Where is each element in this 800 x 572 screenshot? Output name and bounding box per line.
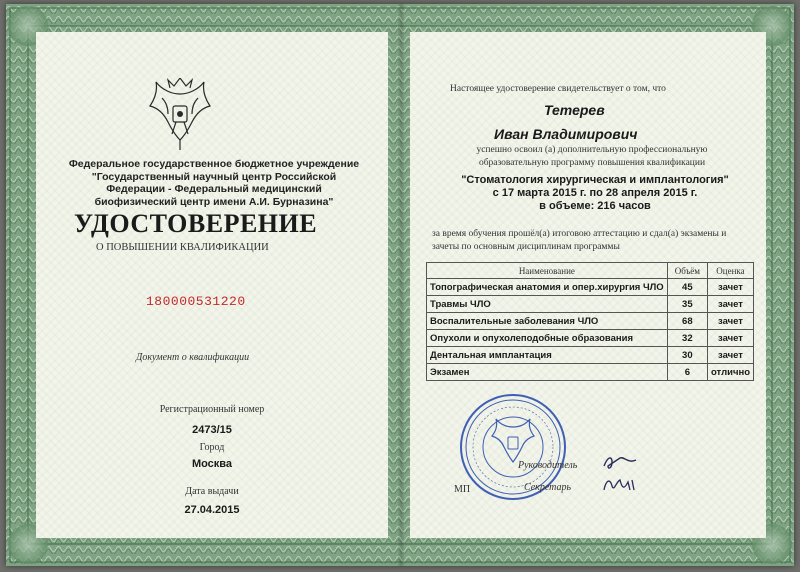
- subject-grade: зачет: [707, 296, 753, 313]
- secretary-signature-icon: [600, 472, 640, 496]
- head-signature-label: Руководитель: [518, 460, 578, 471]
- subject-hours: 32: [667, 330, 707, 347]
- intro-text: Настоящее удостоверение свидетельствует о том, что: [450, 84, 666, 94]
- table-row: [427, 313, 754, 330]
- right-page: [410, 32, 766, 538]
- subject-hours: 30: [667, 347, 707, 364]
- table-row: [427, 330, 754, 347]
- center-fold: [398, 4, 404, 566]
- table-row: [427, 296, 754, 313]
- issue-date-label: Дата выдачи: [185, 486, 239, 497]
- subject-grade: зачет: [707, 313, 753, 330]
- seal-place-mark: МП: [454, 484, 471, 495]
- subject-name: Воспалительные заболевания ЧЛО: [427, 313, 668, 330]
- city-label: Город: [199, 442, 225, 453]
- table-row: [427, 279, 754, 296]
- completion-text: успешно освоил (а) дополнительную профессиональную образовательную программу повышения квалификации: [476, 145, 708, 168]
- subject-grade: отлично: [707, 364, 753, 381]
- document-title: УДОСТОВЕРЕНИЕ: [74, 209, 318, 238]
- table-row: [427, 364, 754, 381]
- header-volume: Объём: [667, 263, 707, 279]
- subject-name: Дентальная имплантация: [427, 347, 668, 364]
- certificate-spread: [6, 4, 794, 566]
- subjects-table: [426, 262, 754, 381]
- holder-surname: Тетерев: [544, 102, 605, 118]
- subject-hours: 45: [667, 279, 707, 296]
- subject-hours: 35: [667, 296, 707, 313]
- subject-hours: 68: [667, 313, 707, 330]
- table-header-row: [427, 263, 754, 279]
- header-grade: Оценка: [707, 263, 753, 279]
- secretary-signature-label: Секретарь: [524, 482, 572, 493]
- subject-name: Травмы ЧЛО: [427, 296, 668, 313]
- course-dates: с 17 марта 2015 г. по 28 апреля 2015 г.: [492, 187, 698, 199]
- course-title: "Стоматология хирургическая и имплантология": [461, 174, 729, 186]
- course-volume: в объеме: 216 часов: [539, 200, 651, 212]
- document-subtitle: О ПОВЫШЕНИИ КВАЛИФИКАЦИИ: [96, 242, 269, 253]
- subject-hours: 6: [667, 364, 707, 381]
- issue-date-value: 27.04.2015: [184, 504, 240, 516]
- document-label: Документ о квалификации: [136, 352, 250, 363]
- table-row: [427, 347, 754, 364]
- subject-name: Опухоли и опухолеподобные образования: [427, 330, 668, 347]
- holder-name: Иван Владимирович: [494, 126, 638, 142]
- subject-grade: зачет: [707, 330, 753, 347]
- subject-grade: зачет: [707, 279, 753, 296]
- exams-text: за время обучения прошёл(а) итоговою аттестацию и сдал(а) экзамены и зачеты по основным дисциплинам программы: [432, 229, 727, 252]
- left-page: [36, 32, 388, 538]
- head-signature-icon: [600, 450, 640, 474]
- reg-number-value: 2473/15: [192, 424, 232, 436]
- subject-name: Экзамен: [427, 364, 668, 381]
- course-info: [440, 174, 750, 213]
- subject-name: Топографическая анатомия и опер.хирургия ЧЛО: [427, 279, 668, 296]
- double-headed-eagle-icon: [148, 78, 212, 154]
- serial-number: 180000531220: [146, 294, 246, 309]
- city-value: Москва: [191, 458, 233, 470]
- subject-grade: зачет: [707, 347, 753, 364]
- header-name: Наименование: [427, 263, 668, 279]
- organization-name: Федеральное государственное бюджетное учреждение "Государственный научный центр Российской Федерации - Федеральный медицинский биофизический центр имени А.И. Бурназина": [68, 158, 360, 208]
- reg-number-label: Регистрационный номер: [159, 404, 265, 415]
